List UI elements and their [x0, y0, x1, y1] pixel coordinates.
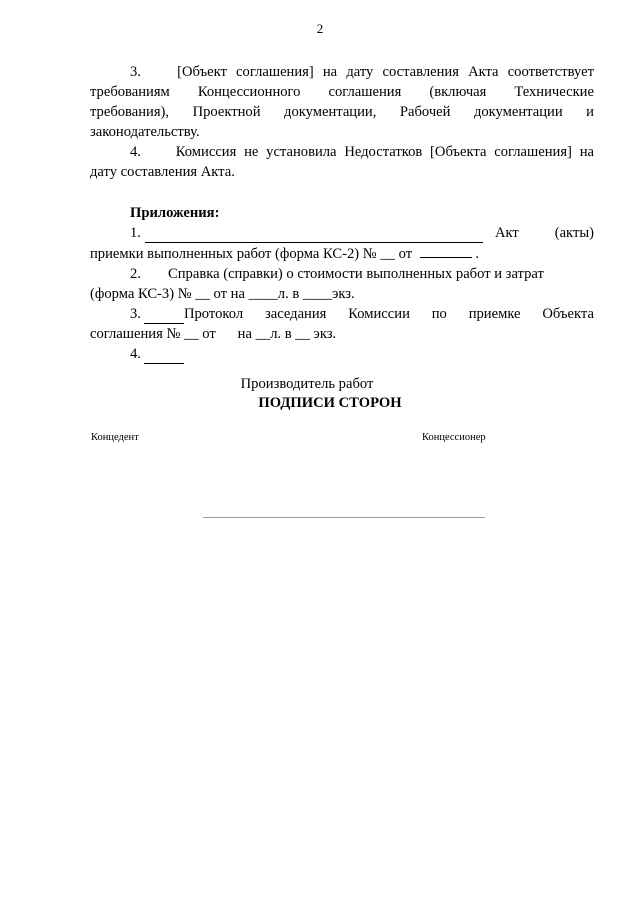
item-3-line-3: требования), Проектной документации, Рабочей документации и — [90, 104, 594, 120]
producer-label: Производитель работ — [240, 376, 374, 392]
attachment-1-blank — [145, 228, 483, 243]
attachment-4-line: 4. — [90, 344, 594, 364]
document-body — [90, 62, 594, 364]
attachment-2-line-1: 2. Справка (справки) о стоимости выполненных работ и затрат — [130, 266, 544, 282]
signatures-title: ПОДПИСИ СТОРОН — [258, 395, 402, 411]
item-3-line-4: законодательству. — [90, 124, 200, 140]
attachments-heading: Приложения: — [130, 205, 220, 221]
divider-line — [203, 517, 485, 518]
attachment-1-date-blank — [420, 243, 472, 258]
attachment-1-line-1: 1. Акт (акты) — [130, 225, 594, 241]
right-party-label: Концессионер — [422, 432, 486, 443]
left-party-label: Концедент — [91, 432, 139, 443]
attachment-3-line-1: 3. Протокол заседания Комиссии по приемке Объекта — [130, 306, 594, 322]
attachment-1-line-2: приемки выполненных работ (форма КС-2) № __ от . — [90, 243, 594, 264]
page-number: 2 — [316, 21, 324, 36]
attachment-3-line-2: соглашения № __ от на __л. в __ экз. — [90, 326, 337, 342]
attachment-2-line-2: (форма КС-3) № __ от на ____л. в ____экз. — [90, 286, 355, 302]
item-3-line-2: требованиям Концессионного соглашения (включая Технические — [90, 84, 594, 100]
item-3-line-1: 3. [Объект соглашения] на дату составления Акта соответствует — [130, 64, 594, 80]
attachment-3-blank — [144, 309, 184, 324]
attachment-4-blank — [144, 349, 184, 364]
item-4-line-2: дату составления Акта. — [90, 164, 235, 180]
item-4-line-1: 4. Комиссия не установила Недостатков [Объекта соглашения] на — [130, 144, 594, 160]
